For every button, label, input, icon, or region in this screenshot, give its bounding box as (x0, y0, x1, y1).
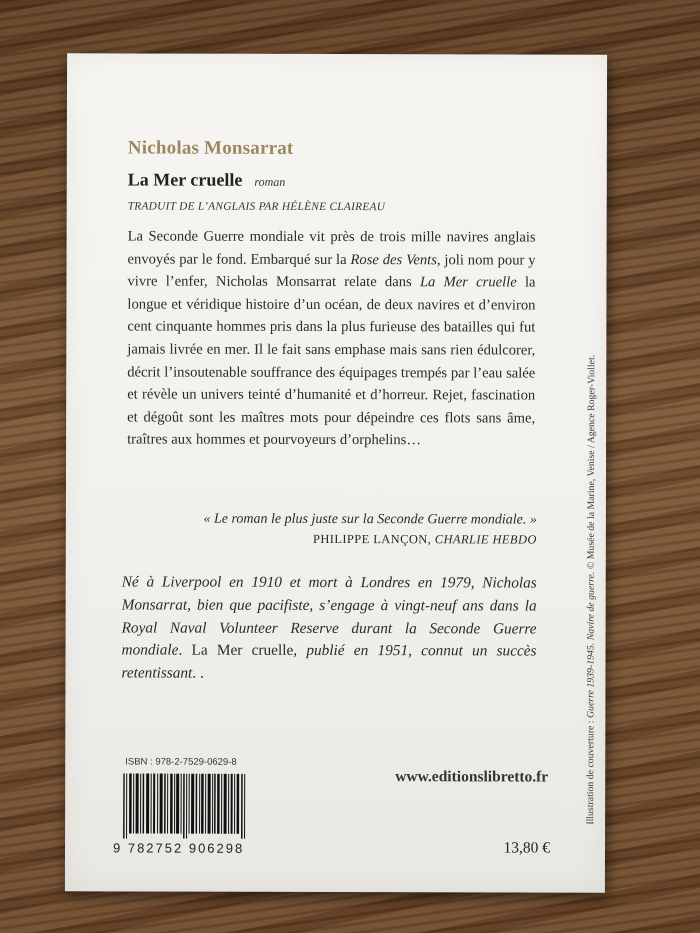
summary-text-3: la longue et véridique histoire d’un océan, de deux navires et d’environ cent cinquante hommes pris dans la plus furieuse des batailles qui fut jamais livrée en mer. Il le fait sans emphase mais sans rien édulcorer, décrit l’insoutenable souffrance des équipages trempés par l’eau salée et révèle un univers teinté d’humanité et d’horreur. Rejet, fascination et dégoût sont les maîtres mots pour dépeindre ces flots sans âme, traîtres aux hommes et pourvoyeurs d’orphelins… (127, 274, 536, 449)
bio-text-1: Né à Liverpool en 1910 et mort à Londres en 1979, Nicholas Monsarrat, bien que pacifiste, s’engage à vingt-neuf ans dans la Royal Naval Volunteer Reserve durant la Seconde Guerre mondiale (121, 573, 537, 659)
translator-credit: TRADUIT DE L’ANGLAIS PAR HÉLÈNE CLAIREAU (127, 200, 386, 214)
quote-author: PHILIPPE LANÇON, (312, 531, 432, 547)
isbn-label: ISBN : 978-2-7529-0629-8 (125, 756, 237, 768)
price-label: 13,80 € (503, 839, 551, 857)
bio-text-end: . . (192, 664, 204, 682)
barcode-icon (123, 773, 247, 838)
quote-attribution (127, 531, 537, 547)
summary-text-1: La Seconde Guerre mondiale vit près de trois mille navires anglais envoyés par le fond. Embarqué sur la (127, 228, 536, 268)
bio-book-title: . La Mer cruelle (178, 641, 294, 660)
credit-suffix: © Musée de la Marine, Venise / Agence Roger-Viollet. (585, 354, 598, 572)
credit-work: Guerre 1939-1945. Navire de guerre. (585, 571, 597, 719)
author-name: Nicholas Monsarrat (127, 137, 294, 159)
genre-label: roman (254, 174, 286, 189)
publisher-website: www.editionslibretto.fr (395, 768, 549, 786)
author-bio (121, 571, 536, 686)
ship-name: Rose des Vents (350, 251, 437, 268)
press-quote: « Le roman le plus juste sur la Seconde Guerre mondiale. » (203, 511, 537, 528)
bio-text-2: , publié en 1951, connut un succès retentissant (121, 642, 537, 682)
barcode-number: 9 782752 906298 (112, 840, 245, 856)
book-back-cover (65, 53, 607, 892)
book-title-line (128, 169, 286, 190)
summary-text-2: , joli nom pour y vivre l’enfer, Nicholas Monsarrat relate dans (127, 251, 536, 291)
quote-source: CHARLIE HEBDO (434, 532, 537, 547)
summary-paragraph (127, 225, 536, 452)
credit-prefix: Illustration de couverture : (585, 717, 597, 825)
book-title-inline: La Mer cruelle (419, 274, 517, 291)
book-title: La Mer cruelle (127, 169, 243, 190)
cover-illustration-credit (585, 265, 597, 825)
